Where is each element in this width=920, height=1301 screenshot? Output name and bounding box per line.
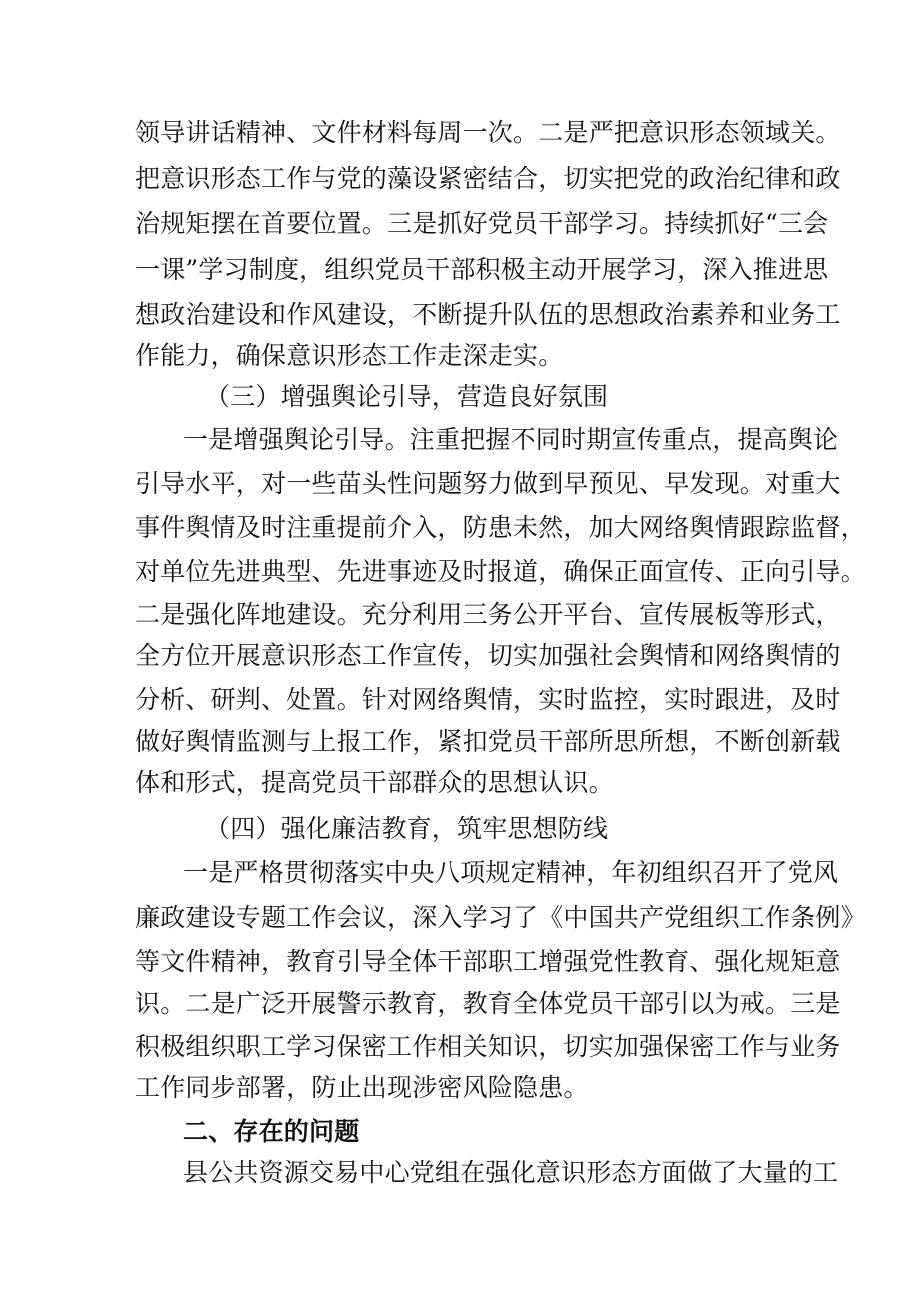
text-line: 事件舆情及时注重提前介入，防患未然，加大网络舆情跟踪监督， bbox=[135, 513, 866, 542]
text-line: 做好舆情监测与上报工作，紧扣党员干部所思所想，不断创新载 bbox=[135, 727, 841, 756]
section-heading: （四）强化廉洁教育，筑牢思想防线 bbox=[205, 814, 609, 843]
text-line: 等文件精神，教育引导全体干部职工增强党性教育、强化规矩意 bbox=[135, 947, 841, 976]
text-line: 一是严格贯彻落实中央八项规定精神，年初组织召开了党风 bbox=[183, 858, 839, 887]
text-line: 积极组织职工学习保密工作相关知识，切实加强保密工作与业务 bbox=[135, 1032, 841, 1061]
text-line: 全方位开展意识形态工作宣传，切实加强社会舆情和网络舆情的 bbox=[135, 641, 841, 670]
text-line: 一是增强舆论引导。注重把握不同时期宣传重点，提高舆论 bbox=[183, 425, 839, 454]
text-line: 治规矩摆在首要位置。三是抓好党员干部学习。持续抓好“三会 bbox=[135, 209, 829, 238]
text-line: 作能力，确保意识形态工作走深走实。 bbox=[135, 341, 564, 370]
text-line: 工作同步部署，防止出现涉密风险隐患。 bbox=[135, 1073, 589, 1102]
text-line: 二是强化阵地建设。充分利用三务公开平台、宣传展板等形式， bbox=[135, 600, 841, 629]
text-line: 识。二是广泛开展警示教育，教育全体党员干部引以为戒。三是 bbox=[135, 989, 841, 1018]
text-line: 把意识形态工作与党的藻设紧密结合，切实把党的政治纪律和政 bbox=[135, 164, 841, 193]
text-line: 廉政建设专题工作会议，深入学习了《中国共产党组织工作条例》 bbox=[135, 903, 866, 932]
text-line: 一课”学习制度，组织党员干部积极主动开展学习，深入推进思 bbox=[135, 255, 829, 284]
text-line: 想政治建设和作风建设，不断提升队伍的思想政治素养和业务工 bbox=[135, 300, 841, 329]
text-line: 分析、研判、处置。针对网络舆情，实时监控，实时跟进，及时 bbox=[135, 685, 841, 714]
text-line: 领导讲话精神、文件材料每周一次。二是严把意识形态领域关。 bbox=[135, 118, 841, 147]
text-line: 体和形式，提高党员干部群众的思想认识。 bbox=[135, 768, 614, 797]
text-line: 引导水平，对一些苗头性问题努力做到早预见、早发现。对重大 bbox=[135, 469, 841, 498]
chapter-heading: 二、存在的问题 bbox=[183, 1117, 360, 1146]
text-line: 对单位先进典型、先进事迹及时报道，确保正面宣传、正向引导。 bbox=[135, 557, 866, 586]
section-heading: （三）增强舆论引导，营造良好氛围 bbox=[205, 382, 609, 411]
text-line: 县公共资源交易中心党组在强化意识形态方面做了大量的工 bbox=[183, 1158, 839, 1187]
